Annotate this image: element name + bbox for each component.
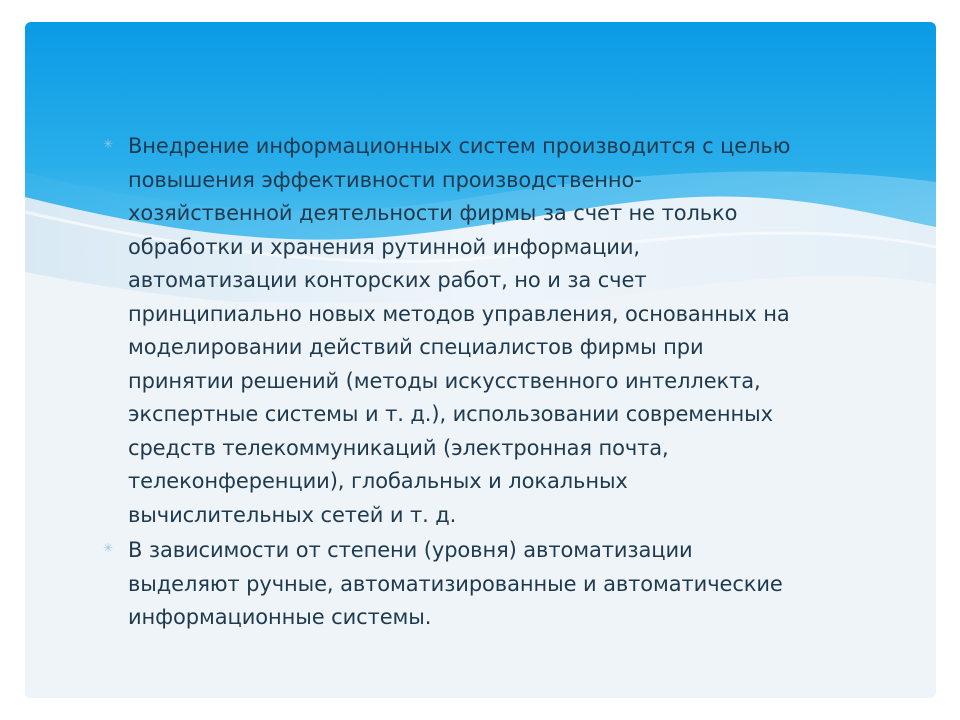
text-line: Внедрение информационных систем производится с целью (128, 134, 791, 158)
text-line: повышения эффективности производственно- (128, 167, 642, 192)
text-line: принятии решений (методы искусственного интеллекта, (128, 368, 761, 393)
text-line: хозяйственной деятельности фирмы за счет не только (128, 201, 738, 225)
bullet-text-1 (128, 130, 873, 532)
text-line: обработки и хранения рутинной информации, (128, 234, 640, 259)
text-line: средств телекоммуникаций (электронная почта, (128, 435, 669, 460)
text-line: выделяют ручные, автоматизированные и автоматические (128, 571, 783, 596)
text-line: моделировании действий специалистов фирмы при (128, 335, 704, 359)
bullet-text-2 (128, 534, 873, 635)
text-line: информационные системы. (128, 605, 432, 629)
text-line: принципиально новых методов управления, основанных на (128, 301, 790, 326)
slide-content (103, 130, 873, 637)
asterisk-bullet-icon: ✳ (103, 137, 114, 151)
text-line: вычислительных сетей и т. д. (128, 502, 457, 527)
asterisk-bullet-icon: ✳ (103, 541, 114, 555)
text-line: экспертные системы и т. д.), использовании современных (128, 402, 773, 426)
text-line: телеконференции), глобальных и локальных (128, 469, 628, 493)
text-line: автоматизации конторских работ, но и за счет (128, 268, 647, 292)
text-line: В зависимости от степени (уровня) автоматизации (128, 538, 693, 562)
bullet-item-2 (103, 534, 873, 635)
slide (25, 22, 936, 698)
bullet-item-1 (103, 130, 873, 532)
